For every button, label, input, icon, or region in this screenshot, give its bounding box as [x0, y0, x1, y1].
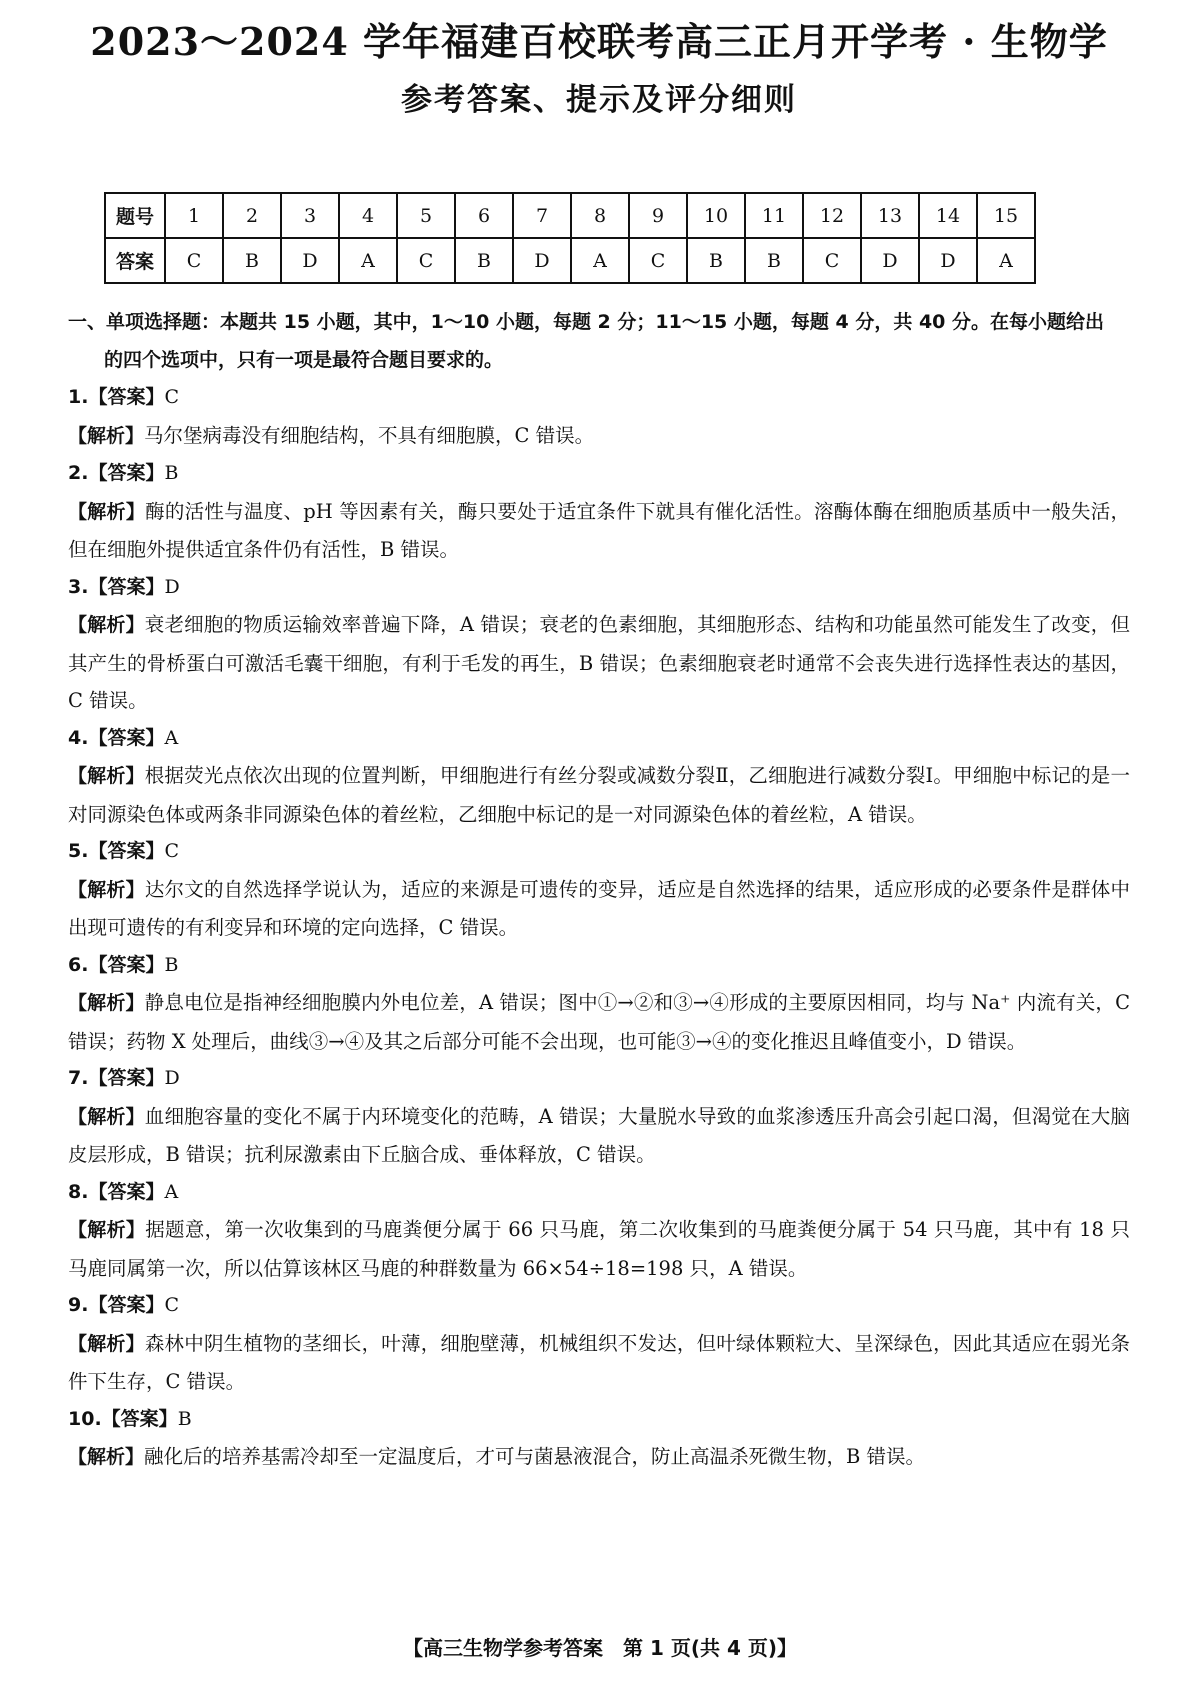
explanation	[68, 1211, 1130, 1287]
answer-letter: A	[164, 726, 179, 749]
question-number: 6.	[68, 953, 89, 976]
section-heading	[68, 304, 1130, 379]
answer-letter: D	[164, 1067, 180, 1089]
explanation	[68, 1325, 1130, 1401]
answer-tag: 【答案】	[88, 1294, 165, 1316]
question-number-cell: 5	[397, 193, 455, 238]
answer-tag: 【答案】	[88, 726, 165, 749]
explanation-text: 衰老细胞的物质运输效率普遍下降，A 错误；衰老的色素细胞，其细胞形态、结构和功能虽然可能发生了改变，但其产生的骨桥蛋白可激活毛囊干细胞，有利于毛发的再生，B 错误；色素细胞衰老时通常不会丧失进行选择性表达的基因，C 错误。	[68, 613, 1130, 712]
question-number: 9.	[68, 1294, 89, 1316]
explanation-text: 融化后的培养基需冷却至一定温度后，才可与菌悬液混合，防止高温杀死微生物，B 错误。	[144, 1445, 926, 1468]
answer-cell: D	[861, 238, 919, 283]
answer-cell: B	[687, 238, 745, 283]
answer-letter: C	[164, 1294, 180, 1316]
answer-row	[105, 238, 1035, 283]
answer-tag: 【答案】	[101, 1407, 178, 1430]
answer-line	[68, 379, 1130, 417]
explanation-tag: 【解析】	[68, 614, 145, 636]
answer-key-table	[104, 192, 1036, 284]
answer-tag: 【答案】	[88, 462, 165, 484]
explanation-text: 静息电位是指神经细胞膜内外电位差，A 错误；图中①→②和③→④形成的主要原因相同，均与 Na⁺ 内流有关，C 错误；药物 X 处理后，曲线③→④及其之后部分可能不会出现，也可能③→④的变化推迟且峰值变小，D 错误。	[68, 991, 1130, 1053]
question-number-cell: 1	[165, 193, 223, 238]
question-item	[68, 455, 1130, 569]
question-number-cell: 2	[223, 193, 281, 238]
question-number: 5.	[68, 840, 89, 862]
question-number-cell: 15	[977, 193, 1035, 238]
answer-tag: 【答案】	[88, 1180, 165, 1203]
page-subtitle: 参考答案、提示及评分细则	[401, 82, 797, 118]
question-number: 2.	[68, 462, 89, 484]
answer-letter: A	[164, 1180, 179, 1203]
question-item	[68, 720, 1130, 834]
question-number-cell: 12	[803, 193, 861, 238]
answer-cell: B	[223, 238, 281, 283]
question-item	[68, 1060, 1130, 1174]
explanation-tag: 【解析】	[68, 500, 146, 523]
answer-tag: 【答案】	[88, 386, 165, 408]
page-footer: 【高三生物学参考答案 第 1 页(共 4 页)】	[403, 1636, 797, 1660]
answer-line	[68, 947, 1130, 985]
question-number-cell: 8	[571, 193, 629, 238]
answer-line	[68, 455, 1130, 493]
explanation	[68, 606, 1130, 720]
answer-letter: B	[177, 1407, 192, 1430]
explanation-text: 据题意，第一次收集到的马鹿粪便分属于 66 只马鹿，第二次收集到的马鹿粪便分属于 54 只马鹿，其中有 18 只马鹿同属第一次，所以估算该林区马鹿的种群数量为 66×54÷18=198 只，A 错误。	[68, 1218, 1130, 1280]
answer-line	[68, 1060, 1130, 1098]
explanation-tag: 【解析】	[68, 1446, 145, 1468]
section-heading-line2: 的四个选项中，只有一项是最符合题目要求的。	[104, 348, 504, 371]
answer-tag: 【答案】	[88, 1067, 165, 1089]
question-number-cell: 4	[339, 193, 397, 238]
answer-cell: B	[745, 238, 803, 283]
answer-tag: 【答案】	[88, 575, 165, 598]
section-heading-line1: 一、单项选择题：本题共 15 小题，其中，1～10 小题，每题 2 分；11～15 小题，每题 4 分，共 40 分。在每小题给出	[68, 311, 1105, 333]
row-label-answer: 答案	[105, 238, 165, 283]
answer-cell: D	[919, 238, 977, 283]
question-number-cell: 11	[745, 193, 803, 238]
answer-letter: B	[164, 462, 179, 484]
answer-letter: C	[164, 386, 180, 408]
explanation-text: 根据荧光点依次出现的位置判断，甲细胞进行有丝分裂或减数分裂Ⅱ，乙细胞进行减数分裂Ⅰ。甲细胞中标记的是一对同源染色体或两条非同源染色体的着丝粒，乙细胞中标记的是一对同源染色体的着丝粒，A 错误。	[68, 764, 1130, 826]
explanation-tag: 【解析】	[68, 1219, 146, 1241]
question-number: 4.	[68, 726, 89, 749]
answer-letter: D	[164, 575, 180, 598]
answer-cell: C	[629, 238, 687, 283]
question-number-cell: 10	[687, 193, 745, 238]
answer-cell: C	[397, 238, 455, 283]
answer-cell: A	[977, 238, 1035, 283]
answer-cell: A	[339, 238, 397, 283]
explanation	[68, 493, 1130, 569]
question-number: 1.	[68, 386, 89, 408]
answer-line	[68, 720, 1130, 758]
explanation	[68, 1438, 1130, 1477]
question-number: 8.	[68, 1180, 89, 1203]
answer-line	[68, 833, 1130, 871]
explanation-text: 达尔文的自然选择学说认为，适应的来源是可遗传的变异，适应是自然选择的结果，适应形成的必要条件是群体中出现可遗传的有利变异和环境的定向选择，C 错误。	[68, 877, 1130, 939]
question-item	[68, 569, 1130, 720]
row-label-number: 题号	[105, 193, 165, 238]
explanation-tag: 【解析】	[68, 992, 145, 1014]
question-number: 7.	[68, 1067, 89, 1089]
question-item	[68, 1401, 1130, 1477]
question-item	[68, 1174, 1130, 1288]
answer-line	[68, 1174, 1130, 1212]
explanation	[68, 757, 1130, 833]
question-number-row	[105, 193, 1035, 238]
question-list	[68, 379, 1130, 1477]
explanation-text: 酶的活性与温度、pH 等因素有关，酶只要处于适宜条件下就具有催化活性。溶酶体酶在细胞质基质中一般失活，但在细胞外提供适宜条件仍有活性，B 错误。	[68, 499, 1130, 561]
answer-cell: B	[455, 238, 513, 283]
explanation-tag: 【解析】	[68, 765, 145, 787]
explanation	[68, 984, 1130, 1060]
question-item	[68, 379, 1130, 455]
explanation-tag: 【解析】	[68, 1332, 145, 1355]
question-number-cell: 9	[629, 193, 687, 238]
answer-cell: C	[803, 238, 861, 283]
content-body	[68, 304, 1130, 1477]
question-number: 10.	[68, 1407, 102, 1430]
answer-line	[68, 1401, 1130, 1439]
question-number-cell: 6	[455, 193, 513, 238]
explanation	[68, 871, 1130, 947]
question-number-cell: 14	[919, 193, 977, 238]
question-item	[68, 1287, 1130, 1401]
question-number-cell: 3	[281, 193, 339, 238]
question-number-cell: 7	[513, 193, 571, 238]
explanation	[68, 417, 1130, 456]
answer-cell: A	[571, 238, 629, 283]
explanation	[68, 1098, 1130, 1174]
answer-tag: 【答案】	[88, 953, 165, 976]
question-number: 3.	[68, 575, 89, 598]
answer-cell: D	[281, 238, 339, 283]
answer-tag: 【答案】	[88, 840, 165, 862]
question-item	[68, 833, 1130, 947]
answer-cell: C	[165, 238, 223, 283]
answer-cell: D	[513, 238, 571, 283]
explanation-tag: 【解析】	[68, 878, 145, 901]
explanation-tag: 【解析】	[68, 424, 145, 447]
explanation-text: 森林中阴生植物的茎细长，叶薄，细胞壁薄，机械组织不发达，但叶绿体颗粒大、呈深绿色，因此其适应在弱光条件下生存，C 错误。	[68, 1331, 1130, 1393]
explanation-tag: 【解析】	[68, 1105, 145, 1128]
question-number-cell: 13	[861, 193, 919, 238]
answer-line	[68, 569, 1130, 607]
answer-line	[68, 1287, 1130, 1325]
page-title: 2023～2024 学年福建百校联考高三正月开学考 · 生物学	[90, 19, 1108, 64]
question-item	[68, 947, 1130, 1061]
answer-letter: B	[164, 953, 179, 976]
explanation-text: 血细胞容量的变化不属于内环境变化的范畴，A 错误；大量脱水导致的血浆渗透压升高会引起口渴，但渴觉在大脑皮层形成，B 错误；抗利尿激素由下丘脑合成、垂体释放，C 错误。	[68, 1104, 1130, 1166]
explanation-text: 马尔堡病毒没有细胞结构，不具有细胞膜，C 错误。	[144, 423, 595, 447]
answer-letter: C	[164, 840, 180, 862]
